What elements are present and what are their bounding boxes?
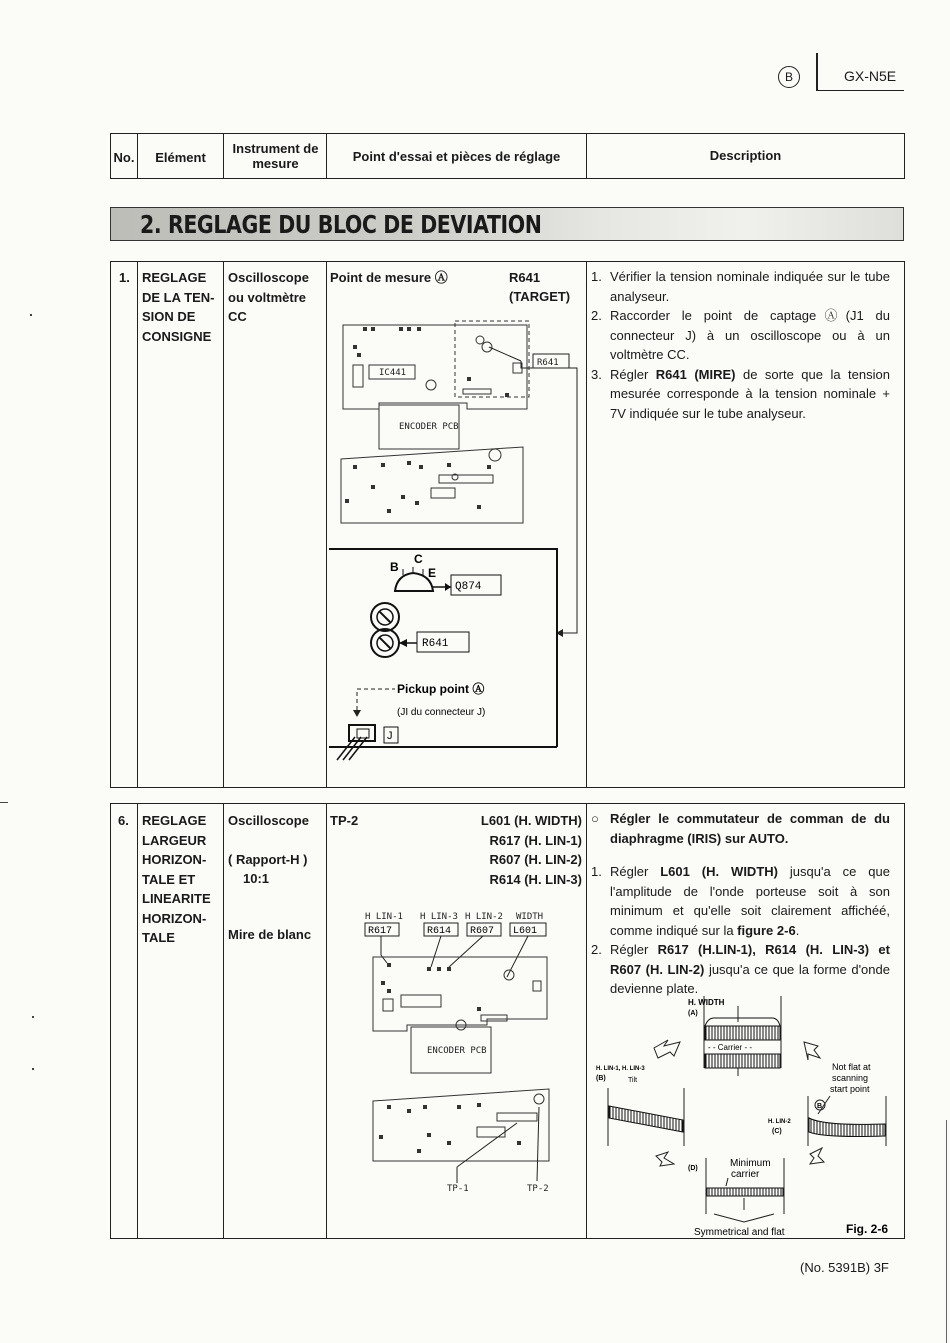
row1-part-note: (TARGET) [509,289,571,304]
header-description: Description [709,148,782,163]
row6-parts [420,811,582,889]
upper-pcb [343,321,529,409]
fig-d: (D) [688,1165,698,1172]
desc-text: Régler [610,942,658,957]
fig-c: (C) [772,1128,782,1135]
desc-bold: Régler le commutateur de comman de du diaphragme (IRIS) sur AUTO. [610,811,890,846]
q874-label: Q874 [455,581,482,593]
row1-element [142,268,214,346]
lower-pcb [341,447,523,523]
margin-mark [946,1120,947,1343]
instrument-line: ou voltmètre [228,289,307,305]
desc-num: 3. [591,366,602,382]
element-line: HORIZON- [142,852,207,867]
hlin2-label: H LIN-2 [465,912,503,922]
col-divider [137,261,138,788]
tp1-label: TP-1 [447,1184,469,1194]
pickup-sublabel: (JI du connecteur J) [397,707,486,718]
part-line: R614 (H. LIN-3) [489,871,582,887]
header-instrument: Instrument de mesure [232,141,319,171]
margin-mark [32,1068,34,1070]
row6-instrument-3: 10:1 [243,871,270,886]
page-footer: (No. 5391B) 3F [800,1260,889,1275]
desc-num: 2. [591,942,602,957]
margin-mark [30,314,32,316]
desc-bullet: ○ Régler le commutateur de comman de du diaphragme (IRIS) sur AUTO. [591,809,890,848]
circled-b-mark: B [778,66,800,88]
desc-text: Régler [610,366,656,382]
r641-zoom-label: R641 [422,638,449,650]
header-element: Elément [155,150,206,165]
fig-symmetrical: Symmetrical and flat [694,1227,785,1238]
fig-scanning: scanning [832,1073,869,1083]
instrument-line: CC [228,309,247,324]
fig-carrier: - - Carrier - - [708,1043,752,1052]
row1-number: 1. [119,270,130,285]
row6-lower-pcb [373,1089,549,1161]
element-line: CONSIGNE [142,328,212,344]
fig-number: Fig. 2-6 [846,1222,889,1236]
waveform-b [608,1088,684,1146]
desc-item [591,862,890,940]
element-line: DE LA TEN- [142,289,215,305]
transistor-c: C [414,552,423,566]
margin-mark [32,1016,34,1018]
row6-instrument-2: ( Rapport-H ) [228,852,308,867]
row1-description [591,267,890,423]
r641-callout: R641 [537,358,559,368]
desc-bold: R641 (MIRE) [655,366,736,382]
header-divider-horizontal [816,90,904,91]
col-divider [586,261,587,788]
fig-hlin2: H. LIN-2 [768,1119,791,1125]
desc-num: 1. [591,864,602,879]
row1-part: R641 [509,270,541,285]
element-line: TALE [142,930,175,945]
width-label: WIDTH [516,912,544,922]
header-test-point: Point d'essai et pièces de réglage [352,149,561,164]
waveform-figure [588,996,904,1239]
desc-text: Raccorder le point de captageⒶ(J1 du connecteur J) à un oscilloscope ou à un voltmètre CC. [610,308,890,362]
header-divider-vertical [816,53,818,91]
desc-bold: R617 (H.LIN-1), R614 (H. LIN-3) et R607 (H. LIN-2) [610,942,890,977]
element-line: SION DE [142,309,196,324]
fig-start-point: start point [830,1084,870,1094]
row1-point-label: Point de mesure Ⓐ [330,270,448,285]
transistor-b: B [390,560,399,574]
col-divider [137,803,138,1239]
row1-instrument [228,268,309,327]
desc-text: Vérifier la tension nominale indiquée sur le tube analyseur. [610,269,890,304]
fig-hlin13: H. LIN-1, H. LIN-3 [596,1066,645,1072]
trimmer-1 [371,603,399,631]
hlin1-label: H LIN-1 [365,912,403,922]
desc-num: 1. [591,269,602,284]
row6-tp: TP-2 [330,813,359,828]
desc-text: Régler [610,864,661,879]
encoder-label: ENCODER PCB [399,422,459,432]
fig-minimum: Minimum [730,1158,771,1169]
fig-tilt: Tilt [628,1077,638,1084]
element-line: REGLAGE [142,813,207,828]
desc-num: 2. [591,308,602,323]
desc-item [591,365,890,424]
tp2-label: TP-2 [527,1184,549,1194]
desc-item [591,306,890,365]
element-line: HORIZON- [142,910,207,926]
row1-pcb-diagram [327,305,586,787]
transistor-e: E [428,566,437,580]
row6-description [591,809,890,999]
desc-item [591,940,890,999]
element-line: LARGEUR [142,832,207,848]
desc-bold: L601 (H. WIDTH) [660,864,778,879]
model-number: GX-N5E [844,68,897,84]
trimmer-r641 [371,629,417,657]
part-line: R607 (H. LIN-2) [489,852,582,867]
col-divider [223,803,224,1239]
encoder-label-2: ENCODER PCB [427,1046,487,1056]
header-no: No. [113,150,135,165]
desc-text: . [795,922,800,938]
transistor-q874 [395,567,451,591]
row6-instrument-4: Mire de blanc [228,927,312,942]
fig-circ-b: B [817,1103,823,1110]
desc-bold: figure 2-6 [737,922,796,938]
col-divider [223,261,224,788]
element-line: LINEARITE [142,891,211,906]
desc-text: de sorte que la tension mesurée corresponde à la tension nominale + 7V indiquée sur le tube analyseur. [610,366,890,421]
section-title: 2. REGLAGE DU BLOC DE DEVIATION [140,210,542,239]
ic-label: IC441 [379,368,407,378]
row6-upper-pcb [373,957,547,1031]
l601-box: L601 [513,926,538,937]
fig-carrier-2: carrier [731,1169,760,1180]
r614-box: R614 [427,926,452,937]
fig-a: (A) [688,1010,698,1017]
fig-hwidth: H. WIDTH [688,998,725,1007]
r607-box: R607 [470,926,495,937]
part-line: L601 (H. WIDTH) [480,813,582,828]
r617-box: R617 [368,926,393,937]
row6-instrument-1: Oscilloscope [228,813,309,828]
desc-text: jusqu'a ce que l'amplitude de l'onde porteuse soit à son minimum et qu'elle soit clairement affichéé, comme indiqué sur la [610,864,890,938]
connector-j [337,725,375,760]
row6-pcb-diagram [327,905,586,1200]
instrument-line: Oscilloscope [228,270,309,285]
pickup-label: Pickup point Ⓐ [397,682,485,696]
desc-text: jusqu'a ce que la forme d'onde devienne plate. [610,961,890,996]
j-label: J [387,730,393,742]
desc-item [591,267,890,306]
part-line: R617 (H. LIN-1) [489,832,582,848]
hlin3-label: H LIN-3 [420,912,458,922]
element-line: TALE ET [142,871,196,887]
fig-not-flat: Not flat at [832,1062,871,1072]
col-divider [223,133,224,179]
fig-b: (B) [596,1075,606,1082]
row6-number: 6. [118,813,129,828]
margin-mark [0,802,8,803]
row6-element [142,811,211,948]
element-line: REGLAGE [142,270,207,285]
